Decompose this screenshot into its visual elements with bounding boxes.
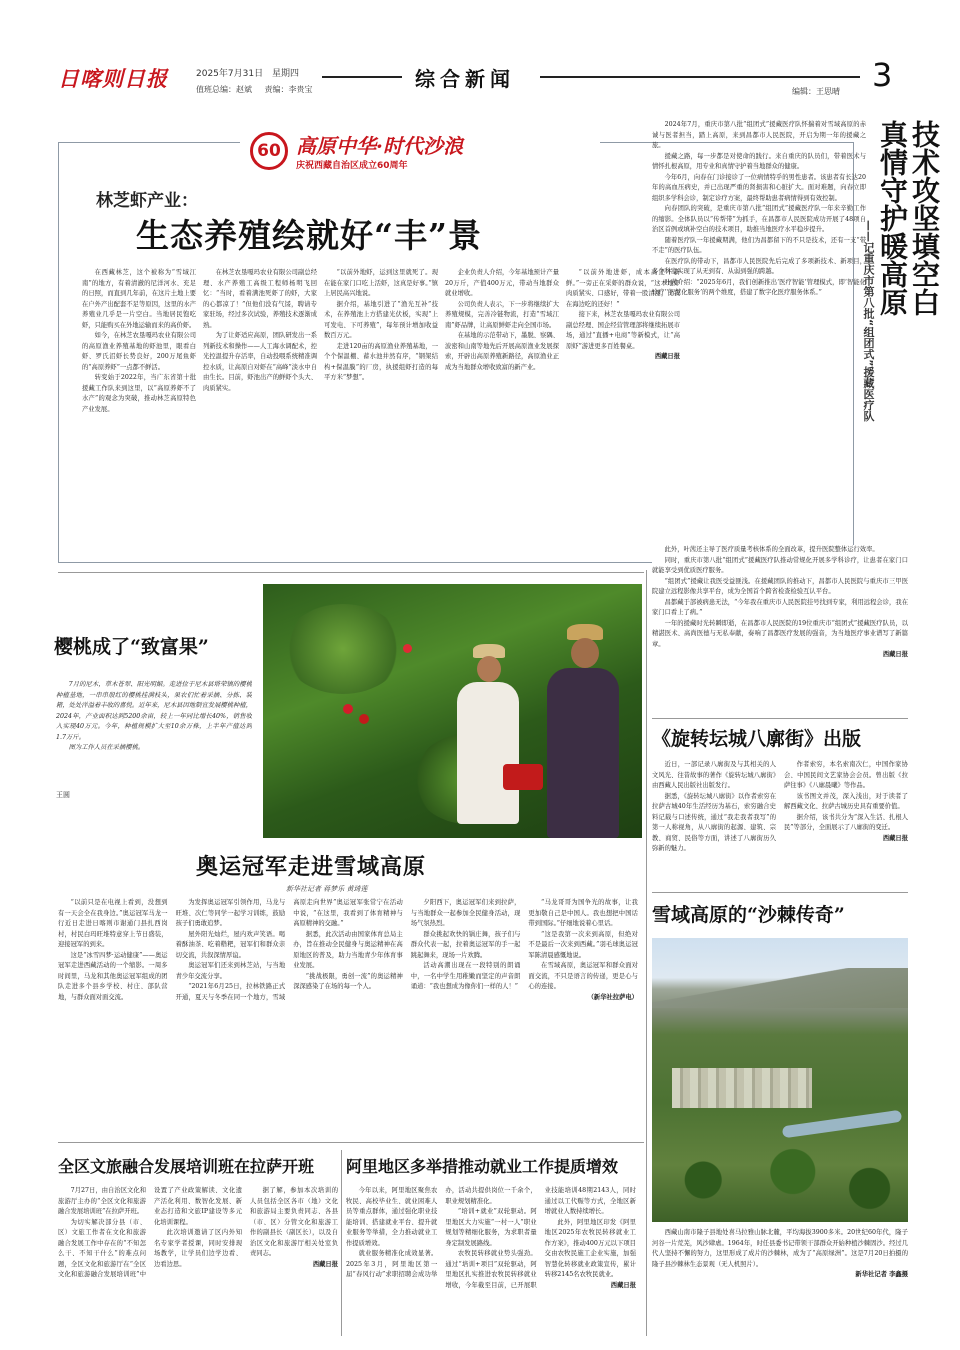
buckthorn-credit: 新华社记者 李鑫摄: [855, 1271, 908, 1278]
cherry-fruit-icon: [403, 644, 412, 653]
olympic-paragraph: “马龙哥哥为国争光的故事，让我更加敬自己是中国人。我也想把中国话带到国际。”仔细地说着心里话。: [528, 899, 638, 927]
river-icon: [782, 1110, 903, 1139]
lead-paragraph: 据介绍，基地引进了“渔光互补”技术，在养殖池上方搭建光伏板，实现“上可发电、下可养殖”，每年预计增加收益数百万元。: [324, 300, 438, 339]
medical-paragraph: “组团式”援藏让我医受益匪浅。在援藏团队的推动下，昌都市人民医院与重庆市三甲医院建立远程影像共享平台，成为全国首个跨省检查检验互认平台。: [652, 577, 908, 595]
employment-body: [346, 1186, 636, 1334]
olympic-paragraph: 活动高潮出现在一段特别的朗诵中，一名中学生用稚嫩而坚定的声音朗诵道：“我也想成为像你们一样的人！”: [410, 962, 521, 990]
masthead-rule-right: [540, 76, 860, 78]
divider-lead-bottom: [58, 572, 644, 573]
section-title: 综合新闻: [415, 67, 515, 91]
medical-title: [876, 120, 940, 520]
lead-column-4: [445, 268, 559, 556]
book-paragraph: 据介绍，该书共分为“深入生活、扎根人民”等部分，全面展示了八廓街的变迁。: [784, 813, 908, 831]
wenlv-title: 全区文旅融合发展培训班在拉萨开班: [58, 1157, 315, 1176]
masthead-rule-left: [322, 76, 402, 78]
olympic-paragraph: 屋外阳光灿烂，屋内欢声笑语。喝着酥油茶、吃着糌粑，冠军们和群众亲切交流，共叙深情厚谊。: [175, 930, 286, 959]
anniversary-number: 60: [257, 141, 281, 161]
cherry-caption: [56, 680, 252, 780]
duty-editor: 值班总编：赵斌: [196, 85, 252, 94]
lead-paragraph: “以前外地进虾，成本高还不新鲜。”一旁正在采虾的群众说，“这本地虾肉质紧实、口感好，带着一股清甜，比我在海边吃的还好！”: [566, 269, 680, 308]
lead-column-3: [324, 268, 438, 556]
olympic-paragraph: 群众挑起欢快的锅庄舞，孩子们与群众代表一起，拉着奥运冠军的手一起跳起舞来，现场一片欢腾。: [410, 930, 521, 959]
buckthorn-caption: [652, 1228, 908, 1330]
lead-credit: 西藏日报: [654, 353, 680, 360]
weekday-text: 星期四: [271, 69, 299, 79]
paper-logo: 日喀则日报: [58, 66, 168, 91]
medical-title-line2: 真情守护暖高原: [876, 120, 909, 316]
lead-paragraph: “以前外地虾，运到这里就死了。现在能在家门口吃上活虾，这真是好事。”镇上居民高兴地说。: [324, 269, 438, 297]
cherry-fruit-icon: [343, 704, 353, 714]
lead-paragraph: 转变始于2022年，当广东省第十批援藏工作队来到这里，以“高原养虾不了水产”的观念为突破，推动林芝高原特色产业发展。: [82, 374, 196, 413]
book-paragraph: 该书图文并茂，深入浅出，对于读者了解西藏文化、拉萨古城历史具有重要价值。: [784, 792, 908, 810]
book-paragraph: 近日，一部记录八廓街及与其相关的人文风光、往昔故事的著作《旋转坛城八廓街》由西藏人民出版社出版发行。: [652, 761, 776, 789]
cherry-basket-icon: [503, 764, 543, 790]
employment-title: 阿里地区多举措推动就业工作提质增效: [346, 1157, 619, 1176]
lead-paragraph: 在基地的示范带动下，墨脱、察隅、波密和山南等地先后开展高原渔业发展探索，开辟出高原养殖新路径，高原渔业正成为当地群众增收致富的新产业。: [445, 332, 559, 371]
staff-line: [196, 84, 313, 95]
lead-column-2: [203, 268, 317, 556]
employment-paragraph: 农牧民转移就业势头强劲。通过“培训+项目”双轮驱动，阿里地区扎实推进农牧民转移就业增收，今年截至目前，已开展职业技能培训48期2143人，同时通过以工代赈等方式，全地区新增就业人数持续增长。: [445, 1187, 636, 1289]
lead-paragraph: 公司负责人表示，下一步将继续扩大养殖规模，完善冷链物流，打造“雪域江南”虾品牌，让高原鲜虾走向全国市场。: [445, 300, 559, 329]
book-title: 《旋转坛城八廓街》出版: [652, 728, 862, 750]
lead-paragraph: 接下来，林芝农垦嘎玛农业有限公司副总经理、国企经营管理部将继续拓展市场，通过“直播+电商”等新模式，让“高原虾”游进更多百姓餐桌。: [566, 311, 680, 350]
olympic-paragraph: 奥运冠军们还来到林芝站，与当地青少年交流分享。: [175, 962, 286, 980]
olympic-paragraph: “这是我第一次来到高原，但绝对不是最后一次来到西藏。”羽毛球奥运冠军陈清晨感慨地说。: [528, 930, 638, 959]
leaf-cluster-icon: [283, 604, 403, 694]
medical-paragraph: 随着医疗队一年援藏期满，他们为昌都留下的不只是技术，还有一支“带不走”的医疗队伍。: [652, 236, 866, 254]
lead-column-1: [82, 268, 196, 556]
wenlv-paragraph: 为切实解决部分县（市、区）文旅工作者在文化和旅游融合发展工作中存在的“不知怎么干、不知干什么”的难点问题，全区文化和旅游厅在“全区文化和旅游融合发展培训班”中设置了产业政策解读、文化遗产活化利用、数智化发展、新业态打造和文旅IP建设等多元化培训课程。: [58, 1187, 242, 1278]
olympic-paragraph: “挑战极限，勇创一流”的奥运精神深深感染了在场的每一个人。: [293, 972, 403, 990]
medical-paragraph: 叶茜介绍：“2025年6月，我们创新推出‘医疗智能’管理模式，即‘智能化诊疗’‘智慧化服务’的两个维度，搭建了数字化医疗服务体系。”: [652, 278, 866, 296]
wenlv-paragraph: 此次培训邀请了区内外知名专家学者授课，同时安排现场教学，让学员们边学边看、边看边思。: [154, 1229, 242, 1268]
employment-credit: 西藏日报: [610, 1281, 636, 1289]
cherry-photo: [263, 584, 642, 838]
medical-paragraph: 此外，叶茜还主导了医疗质量考核体系的全面改革，提升医院整体运行效率。: [664, 546, 879, 553]
medical-paragraph: 在医疗队的带动下，昌都市人民医院先后完成了多项新技术、新项目，多个科室实现了从无到有、从弱到强的跨越。: [652, 257, 866, 275]
wenlv-paragraph: 据了解，参加本次培训的人员包括全区各市（地）文化和旅游局主要负责同志、各县（市、区）分管文化和旅游工作的副县长（副区长），以及自治区文化和旅游厅相关处室负责同志。: [250, 1187, 338, 1257]
medical-paragraph: 昌都藏于部被病患无法，“今年我在重庆市人民医院挂号找到专家，利用远程会诊，我在家门口看上了病。”: [652, 598, 908, 616]
olympic-paragraph: 在雪域高原，奥运冠军和群众面对面交流，不只是语言的传递，更是心与心的连接。: [528, 962, 638, 990]
medical-paragraph: 向春团队的突破，是重庆市第八批“组团式”援藏医疗队一年来辛勤工作的缩影。全体队员以“传帮带”为抓手，在昌都市人民医院成功开展了48项自治区首例或填补空白的技术项目，助推当地医疗水平稳步提升。: [652, 205, 866, 233]
lead-paragraph: 在西藏林芝，这个被称为“雪域江南”的地方，有着清澈的尼洋河水、充足的日照，而直到几年前，在这片土地上要在户外产出配套不足等原因，这里的水产养殖业几乎是一片空白。当地居民饱吃虾，只能购买在外地运输而来的高价虾。: [82, 269, 196, 329]
worker-figure-icon: [543, 624, 623, 838]
medical-paragraph: 一年的援藏时光转瞬即逝，在昌都市人民医院的19位重庆市“组团式”援藏医疗队员，以精湛医术、高尚医德与无私奉献，奏响了昌都医疗发展的强音，为当地医疗事业谱写了新篇章。: [652, 619, 908, 648]
olympic-title: 奥运冠军走进雪域高原: [196, 854, 427, 880]
buckthorn-caption-text: 西藏山南市隆子县地处喜马拉雅山脉北麓，平均海拔3900多米。20世纪60年代，隆子河谷一片荒芜，风沙肆虐。1964年，时任县委书记带领干部群众开始种植沙棘固沙。经过几代人坚持不懈的努力，这里形成了成片的沙棘林，成为了“高原绿洲”。这是7月20日拍摄的隆子县沙棘林生态景观（无人机照片）。: [652, 1229, 908, 1268]
olympic-paragraph: “2021年6月25日，拉林铁路正式开通，夏天与冬季在同一个地方，雪域高原走向世界”奥运冠军张常宁在活动中说，“在这里，我看到了体育精神与高原精神的交融。”: [175, 899, 403, 1001]
olympic-paragraph: 夕阳西下，奥运冠军们来到拉萨，与当地群众一起参加全民健身活动，现场气氛热烈。: [410, 899, 521, 927]
masthead: [0, 0, 960, 100]
divider-book-top: [652, 718, 908, 719]
employment-paragraph: 就业服务精准化成效显著。2025年3月，阿里地区第一届“春风行动”求职招聘会成功举办，活动共提供岗位一千余个，职业规划精准化。: [346, 1187, 537, 1278]
lead-paragraph: 企业负责人介绍，今年基地预计产量20万斤，产值400万元，带动当地群众就业增收。: [445, 269, 559, 297]
medical-body-lower: [652, 545, 908, 721]
mountain-ridge-icon: [652, 968, 908, 1008]
designer: 编辑：王思晴: [792, 87, 840, 96]
cherry-caption-text: 7月的尼木，草木苍翠、阳光明媚。走进位于尼木县塔荣镇的樱桃种植基地，一串串殷红的樱桃挂满枝头，果农们忙着采摘、分拣、装箱，处处洋溢着丰收的喜悦。近年来，尼木县因地制宜发展樱桃种植，2024年，产业面积达到5200余亩，较上一年同比增长40%，销售收入实现40万元。今年，种植规模扩大至10余万株，上半年产值达到1.7万斤。: [56, 681, 252, 741]
town-buildings-icon: [672, 1068, 812, 1108]
wenlv-credit: 西藏日报: [312, 1260, 338, 1268]
olympic-paragraph: 这是“冰雪四梦·运动健康”——奥运冠军走进西藏活动的一个缩影。一周多时间里，马龙和其他奥运冠军组成的团队走进多个县乡学校、村庄、部队营地，与群众面对面交流。: [58, 951, 168, 1001]
divider-buckthorn-top: [652, 892, 908, 893]
medical-paragraph: 2024年7月，重庆市第八批“组团式”援藏医疗队怀揣着对雪域高原的赤诚与医者担当，踏上高原，来到昌都市人民医院，开启为期一年的援藏之旅。: [652, 121, 866, 149]
medical-paragraph: 今年6月，向春在门诊接诊了一位病情特乎的男性患者。该患者有长达20年的高血压病史，并已出现严重的肾损害和心脏扩大。面对难题，向春立即组织多学科会诊，制定诊疗方案，最终帮助患者病情得到有效控制。: [652, 173, 866, 202]
lead-paragraph: 为了让虾适应高原，团队研发出一系列新技术和操作——人工海水调配术，控光控温提升存活率，自动投喂系统精准调控水质，让高原自对虾在“高峰”淡水中自由生长。目前，虾池出产的鲜虾个头大、肉质紧实。: [203, 332, 317, 392]
divider-right-column: [646, 570, 647, 1336]
medical-paragraph: 同时，重庆市第八批“组团式”援藏医疗队推动常规化开展多学科诊疗，让患者在家门口就能享受到优质医疗服务。: [652, 556, 908, 574]
lead-kicker: 林芝虾产业：: [96, 191, 198, 211]
editor: 责编：李贵宝: [264, 85, 313, 94]
book-paragraph: 作者索穷，本名索南次仁，中国作家协会、中国民间文艺家协会会员。曾出版《拉萨往事》《八廓晨曦》等作品。: [784, 761, 908, 789]
employment-paragraph: 今年以来，阿里地区聚焦农牧民、高校毕业生、就业困难人员等重点群体，通过强化职业技能培训、搭建就业平台、提升就业服务等举措，全力推动就业工作提质增效。: [346, 1187, 438, 1247]
buckthorn-title: 雪域高原的“沙棘传奇”: [652, 904, 845, 926]
divider-wenlv-employment: [341, 1150, 342, 1336]
divider-olympic-bottom: [58, 1142, 644, 1143]
medical-subtitle: ——记重庆市第八批“组团式”援藏医疗队: [862, 220, 875, 422]
olympic-body: [58, 898, 638, 1136]
banner-slogan: 高原中华·时代沙浪: [296, 134, 463, 158]
lead-title: 生态养殖绘就好“丰”景: [136, 216, 482, 255]
buckthorn-grove-icon: [652, 1138, 908, 1222]
anniversary-banner: [240, 128, 600, 174]
lead-paragraph: 如今，在林芝农垦嘎玛农业有限公司的高原渔业养殖基地的虾池里，眼看白虾、罗氏沼虾长势良好，200万尾鱼虾的“高原养虾”一点都不鲜活。: [82, 332, 196, 371]
olympic-paragraph: “以前只是在电视上看到，没想到有一天会全在我身边。”奥运冠军马龙一行近日走进日喀则市谢通门县扎西岗村，村民白玛旺堆特意穿上节日盛装，迎接冠军的到来。: [58, 899, 168, 948]
medical-title-line1: 技术攻坚填空白: [908, 120, 941, 316]
employment-paragraph: “培训+就业”双轮驱动。阿里地区大力实施“一村一人”职业规划等精细化服务，为求职者量身定制发展路线。: [445, 1208, 537, 1247]
medical-paragraph: 援藏之路，每一步都是对使命的践行。来自重庆的队员们，带着医术与情怀扎根高原，用专业和真情守护着当地群众的健康。: [652, 152, 866, 170]
lead-paragraph: 走进120亩的高原渔业养殖基地，一个个保温棚、蓄水池井然有序，“钢架结构+保温膜”的厂房，执援组虾打造的每平方米“梦想”。: [324, 342, 438, 381]
olympic-byline: 新华社记者 蒋梦乐 黄琦莲: [286, 885, 368, 893]
page-number: 3: [872, 56, 893, 94]
buckthorn-photo: [652, 938, 908, 1222]
wenlv-paragraph: 7月27日，由自治区文化和旅游厅主办的“全区文化和旅游融合发展培训班”在拉萨开班。: [58, 1187, 146, 1215]
lead-paragraph: 在林芝农垦嘎玛农业有限公司副总经理、水产养殖工高级工程师杨明飞回忆：“当时，看着满池死虾了的虾，大家的心都凉了！”但他们没有气馁，聘请专家驻场，经过多次试验，养殖技术逐渐成熟。: [203, 269, 317, 329]
medical-credit: 西藏日报: [882, 651, 908, 658]
book-body: [652, 760, 908, 890]
book-credit: 西藏日报: [882, 834, 908, 842]
olympic-paragraph: 为发挥奥运冠军引领作用，马龙与旺堆、次仁等同学一起学习训练，鼓励孩子们勇敢追梦。: [175, 899, 286, 927]
cherry-photo-caption: 图为工作人员在采摘樱桃。: [68, 744, 145, 751]
olympic-credit: （新华社拉萨电）: [587, 993, 638, 1001]
olympic-paragraph: 据悉，此次活动由国家体育总局主办，旨在推动全民健身与奥运精神在高原地区的普及，助力当地青少年体育事业发展。: [293, 930, 403, 969]
date-text: 2025年7月31日: [196, 69, 264, 79]
wenlv-body: [58, 1186, 338, 1334]
anniversary-emblem: [250, 132, 288, 170]
banner-subtitle: 庆祝西藏自治区成立60周年: [296, 161, 408, 171]
issue-date: [196, 66, 299, 79]
cherry-credit: 王圆: [56, 791, 70, 799]
employment-paragraph: 此外，阿里地区印发《阿里地区2025年农牧民转移就业工作方案》，推动400万元以下项目交由农牧民施工企业实施，加强智慧化转移就业政策宣传，累计转移2145名农牧民就业。: [544, 1218, 636, 1278]
cherry-fruit-icon: [359, 714, 369, 724]
worker-figure-icon: [453, 644, 523, 824]
cherry-title: 樱桃成了“致富果”: [54, 636, 209, 658]
book-paragraph: 据悉，《旋转坛城八廓街》以作者索穷在拉萨古城40年生活经历为基石，索穷融合史料记载与口述传统，通过“我走我者我写”的第一人称视角，从八廓街的起源、建筑、宗教、商贸、民俗等方面，讲述了八廓街历久弥新的魅力。: [652, 792, 776, 852]
